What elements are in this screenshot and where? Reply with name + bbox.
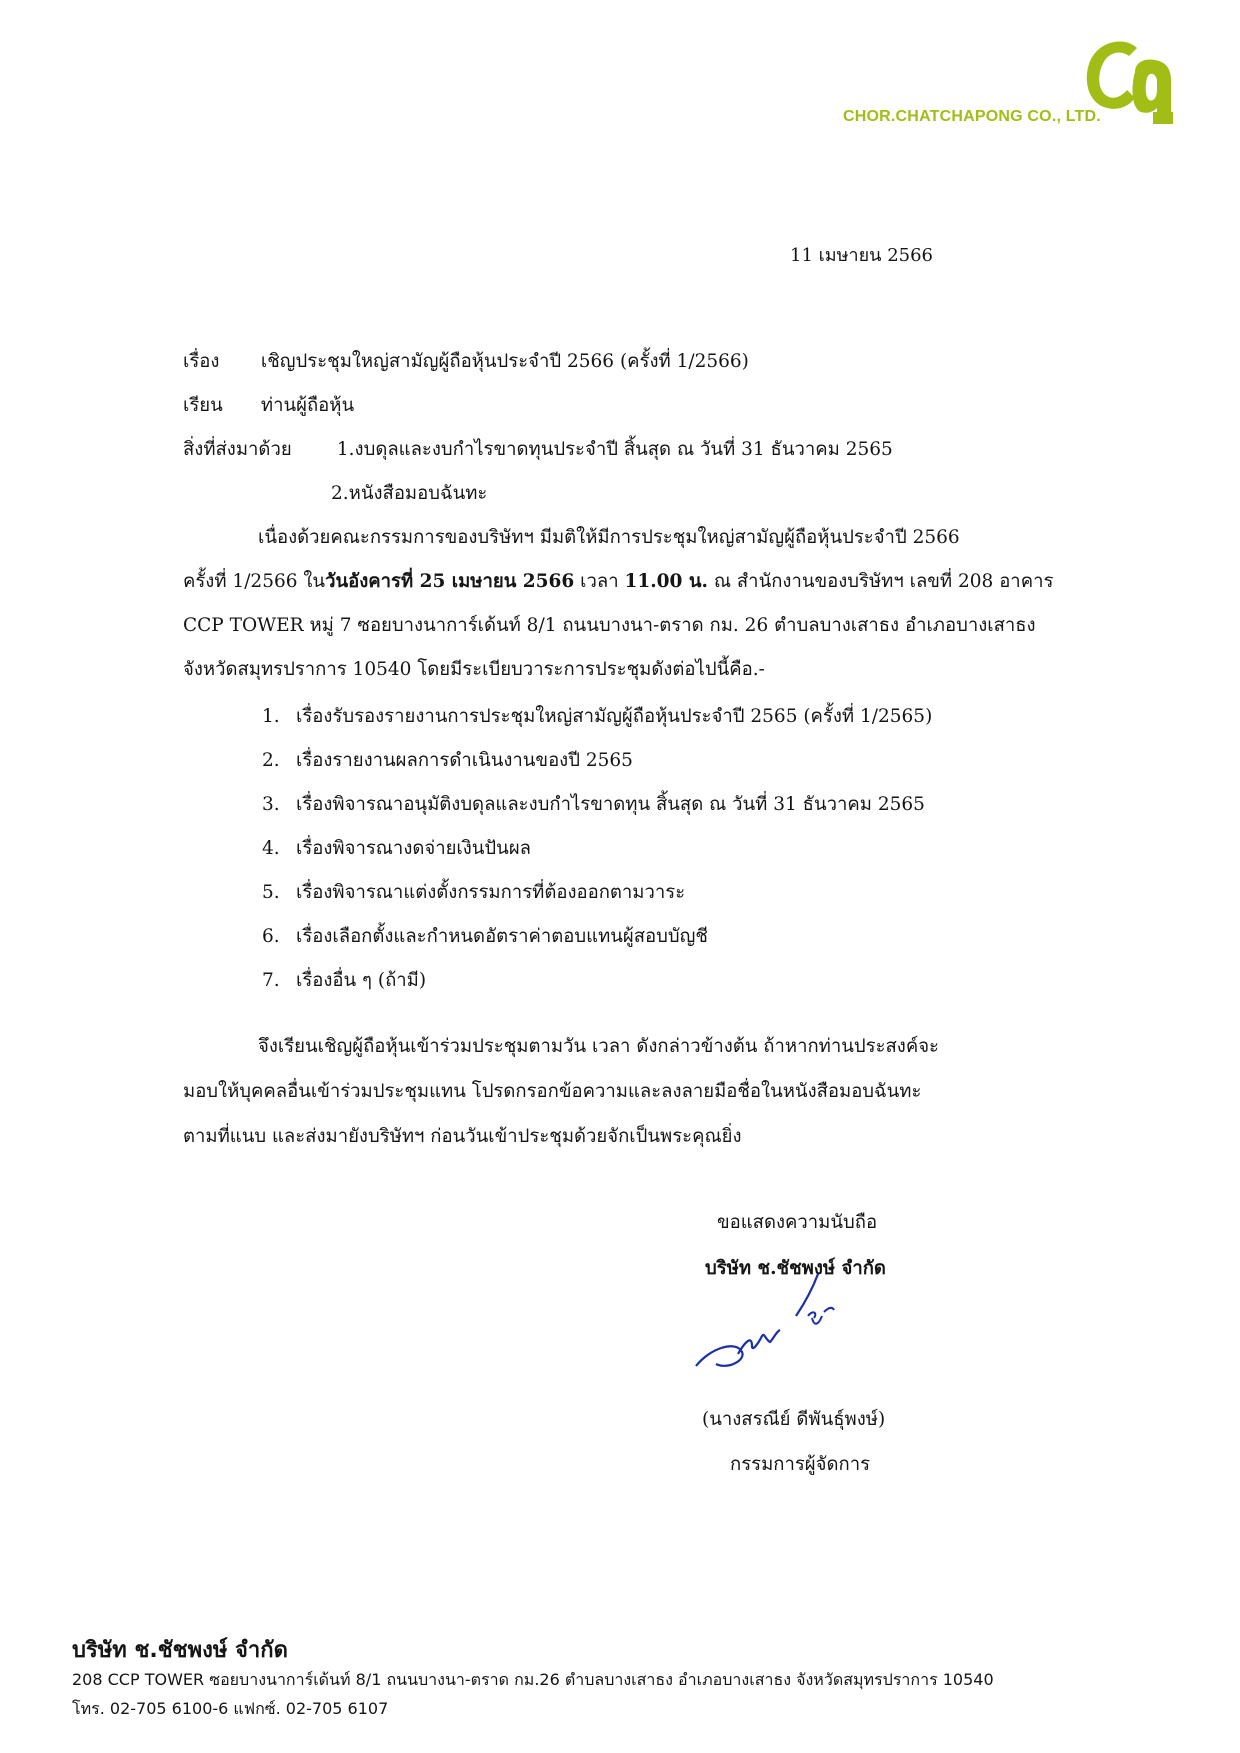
signature-icon — [690, 1270, 880, 1384]
meeting-date: วันอังคารที่ 25 เมษายน 2566 — [325, 571, 575, 592]
agenda-number: 1. — [262, 706, 280, 727]
agenda-item — [262, 746, 633, 775]
body-line: เนื่องด้วยคณะกรรมการของบริษัทฯ มีมติให้มีการประชุมใหญ่สามัญผู้ถือหุ้นประจำปี 2566 — [258, 527, 960, 548]
body-text: ณ สำนักงานของบริษัทฯ เลขที่ 208 อาคาร — [707, 571, 1054, 592]
footer-address: 208 CCP TOWER ซอยบางนาการ์เด้นท์ 8/1 ถนนบางนา-ตราด กม.26 ตำบลบางเสาธง อำเภอบางเสาธง จังหวัดสมุทรปราการ 10540 — [72, 1670, 994, 1689]
recipient-label: เรียน — [183, 395, 223, 416]
regards: ขอแสดงความนับถือ — [717, 1212, 878, 1233]
agenda-item — [262, 790, 925, 819]
body-line: CCP TOWER หมู่ 7 ซอยบางนาการ์เด้นท์ 8/1 ถนนบางนา-ตราด กม. 26 ตำบลบางเสาธง อำเภอบางเสาธง — [183, 615, 1036, 636]
agenda-item — [262, 922, 708, 951]
enclosures-label: สิ่งที่ส่งมาด้วย — [183, 439, 292, 460]
agenda-item — [262, 834, 531, 863]
agenda-item — [262, 878, 685, 907]
closing-line: จึงเรียนเชิญผู้ถือหุ้นเข้าร่วมประชุมตามวัน เวลา ดังกล่าวข้างต้น ถ้าหากท่านประสงค์จะ — [258, 1036, 939, 1057]
body-line — [183, 570, 1053, 594]
agenda-text: เรื่องรายงานผลการดำเนินงานของปี 2565 — [296, 750, 633, 771]
agenda-item — [262, 702, 932, 731]
subject-text: เชิญประชุมใหญ่สามัญผู้ถือหุ้นประจำปี 2566 (ครั้งที่ 1/2566) — [260, 351, 749, 372]
body-line: จังหวัดสมุทรปราการ 10540 โดยมีระเบียบวาระการประชุมดังต่อไปนี้คือ.- — [183, 659, 765, 680]
subject-label: เรื่อง — [183, 351, 220, 372]
enclosure-item: 1.งบดุลและงบกำไรขาดทุนประจำปี สิ้นสุด ณ วันที่ 31 ธันวาคม 2565 — [336, 439, 893, 460]
letter-date: 11 เมษายน 2566 — [790, 245, 933, 266]
agenda-text: เรื่องพิจารณาอนุมัติงบดุลและงบกำไรขาดทุน สิ้นสุด ณ วันที่ 31 ธันวาคม 2565 — [296, 794, 925, 815]
agenda-text: เรื่องพิจารณางดจ่ายเงินปันผล — [296, 838, 531, 859]
agenda-number: 3. — [262, 794, 280, 815]
agenda-text: เรื่องเลือกตั้งและกำหนดอัตราค่าตอบแทนผู้สอบบัญชี — [296, 926, 708, 947]
agenda-number: 7. — [262, 970, 280, 991]
recipient-text: ท่านผู้ถือหุ้น — [260, 395, 355, 416]
agenda-number: 5. — [262, 882, 280, 903]
signoff-company: บริษัท ช.ชัชพงษ์ จำกัด — [705, 1258, 886, 1279]
closing-line: มอบให้บุคคลอื่นเข้าร่วมประชุมแทน โปรดกรอกข้อความและลงลายมือชื่อในหนังสือมอบฉันทะ — [183, 1081, 922, 1102]
agenda-text: เรื่องอื่น ๆ (ถ้ามี) — [296, 970, 427, 991]
company-name-en: CHOR.CHATCHAPONG CO., LTD. — [843, 108, 1101, 125]
enclosure-item: 2.หนังสือมอบฉันทะ — [331, 483, 488, 504]
body-text: ครั้งที่ 1/2566 ใน — [183, 571, 326, 592]
agenda-text: เรื่องพิจารณาแต่งตั้งกรรมการที่ต้องออกตามวาระ — [296, 882, 686, 903]
enclosures-line — [183, 438, 893, 462]
subject-line — [183, 350, 749, 374]
agenda-number: 4. — [262, 838, 280, 859]
ccp-logo-icon — [1075, 34, 1177, 130]
recipient-line — [183, 394, 354, 418]
agenda-text: เรื่องรับรองรายงานการประชุมใหญ่สามัญผู้ถือหุ้นประจำปี 2565 (ครั้งที่ 1/2565) — [296, 706, 933, 727]
footer-company: บริษัท ช.ชัชพงษ์ จำกัด — [72, 1638, 288, 1663]
meeting-time: 11.00 น. — [624, 571, 708, 592]
agenda-item — [262, 966, 426, 995]
signatory-position: กรรมการผู้จัดการ — [730, 1454, 871, 1475]
agenda-number: 2. — [262, 750, 280, 771]
body-text: เวลา — [574, 571, 625, 592]
closing-line: ตามที่แนบ และส่งมายังบริษัทฯ ก่อนวันเข้าประชุมด้วยจักเป็นพระคุณยิ่ง — [183, 1126, 742, 1147]
footer-contact: โทร. 02-705 6100-6 แฟกซ์. 02-705 6107 — [72, 1699, 389, 1718]
signatory-name: (นางสรณีย์ ดีพันธุ์พงษ์) — [702, 1409, 886, 1430]
agenda-number: 6. — [262, 926, 280, 947]
